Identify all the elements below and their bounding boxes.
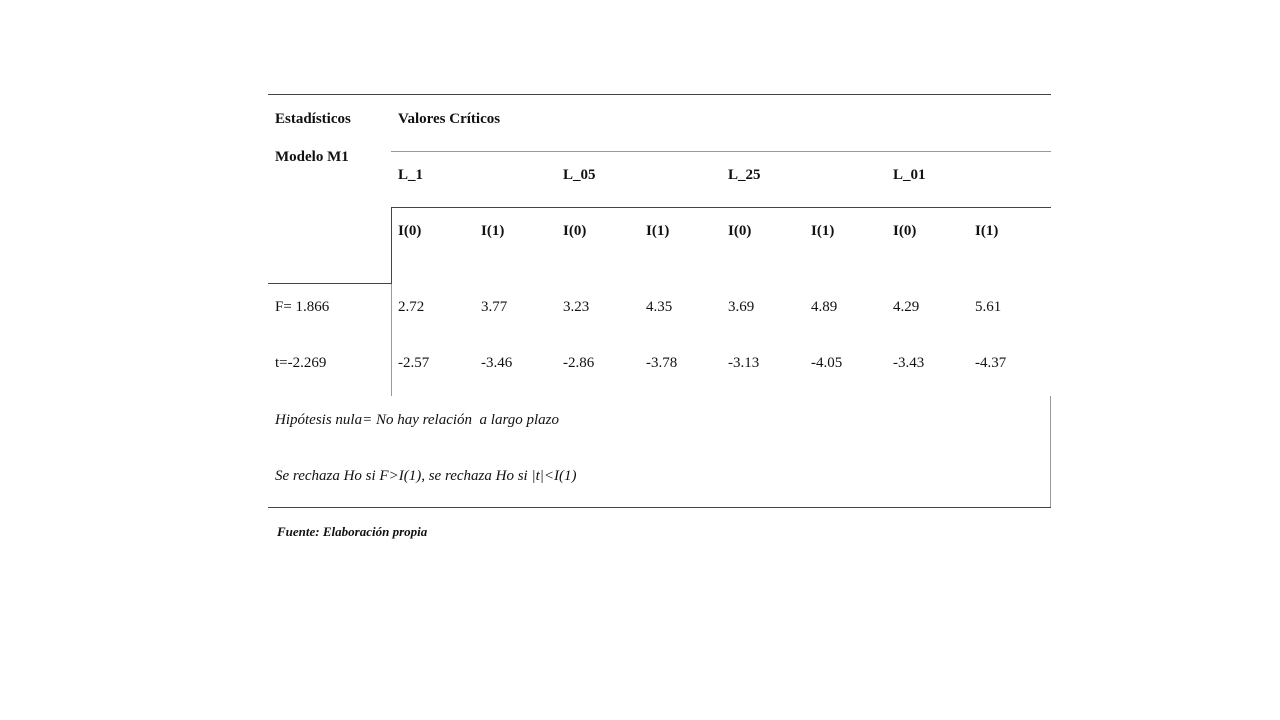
model-label: Modelo M1 [275, 149, 349, 165]
table-cell: -3.78 [646, 355, 678, 371]
notes-right-rule [1050, 396, 1051, 507]
table-cell: -3.46 [481, 355, 513, 371]
header-bottom-rule [268, 283, 391, 284]
bottom-rule [268, 507, 1051, 508]
table-cell: 3.77 [481, 299, 508, 315]
stat-label: Estadísticos [275, 111, 351, 127]
body-divider-rule [391, 284, 392, 396]
row-label: F= 1.866 [275, 299, 330, 315]
bound-header: I(0) [728, 223, 752, 239]
table-cell: 4.35 [646, 299, 673, 315]
row-label: t=-2.269 [275, 355, 327, 371]
level-header: L_05 [563, 167, 596, 183]
table-cell: -4.05 [811, 355, 843, 371]
bound-header: I(0) [398, 223, 422, 239]
critical-values-label: Valores Críticos [398, 111, 501, 127]
rejection-rule-note: Se rechaza Ho si F>I(1), se rechaza Ho si |t|<I(1) [275, 468, 577, 484]
header-divider-rule [391, 207, 392, 284]
level-header: L_1 [398, 167, 424, 183]
level-header: L_01 [893, 167, 926, 183]
bound-header: I(1) [975, 223, 999, 239]
bound-header: I(1) [646, 223, 670, 239]
levels-rule [391, 207, 1051, 208]
table-cell: 5.61 [975, 299, 1002, 315]
level-header: L_25 [728, 167, 761, 183]
table-cell: -2.86 [563, 355, 595, 371]
top-rule [268, 94, 1051, 95]
critical-values-table [268, 94, 1051, 508]
table-cell: 3.23 [563, 299, 590, 315]
table-cell: 4.29 [893, 299, 920, 315]
bound-header: I(1) [481, 223, 505, 239]
bound-header: I(0) [563, 223, 587, 239]
bound-header: I(1) [811, 223, 835, 239]
table-cell: -3.13 [728, 355, 760, 371]
critical-values-rule [391, 151, 1051, 152]
table-cell: -2.57 [398, 355, 430, 371]
table-source: Fuente: Elaboración propia [277, 524, 428, 539]
null-hypothesis-note: Hipótesis nula= No hay relación a largo plazo [275, 412, 560, 428]
table-cell: 3.69 [728, 299, 755, 315]
table-cell: 2.72 [398, 299, 425, 315]
table-cell: -4.37 [975, 355, 1007, 371]
bound-header: I(0) [893, 223, 917, 239]
table-cell: -3.43 [893, 355, 925, 371]
table-cell: 4.89 [811, 299, 838, 315]
